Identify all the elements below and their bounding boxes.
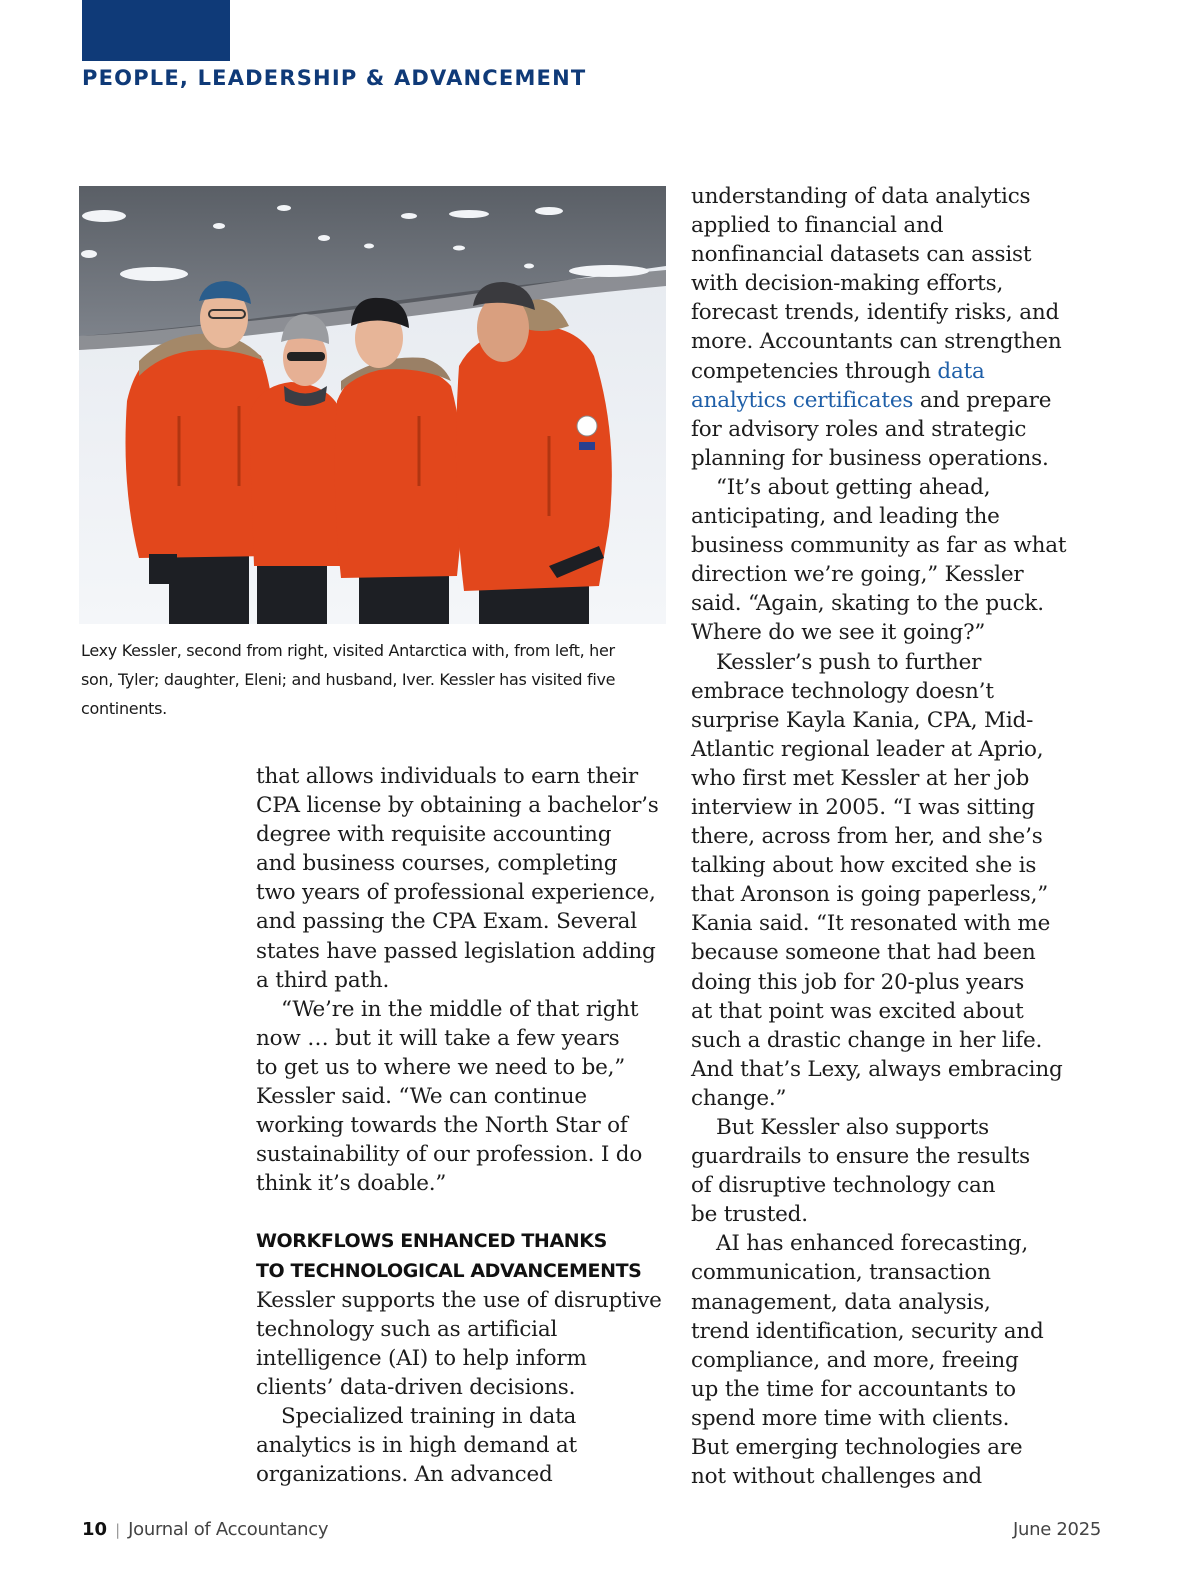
text-line: two years of professional experience,	[256, 880, 656, 906]
text-line: change.”	[691, 1085, 787, 1111]
text-line: clients’ data-driven decisions.	[256, 1374, 576, 1400]
header-color-block	[82, 0, 230, 61]
caption-line: continents.	[81, 699, 167, 718]
text-line: be trusted.	[691, 1202, 808, 1228]
text-line: AI has enhanced forecasting,	[716, 1231, 1028, 1257]
text-line: at that point was excited about	[691, 998, 1024, 1024]
text-line: spend more time with clients.	[691, 1405, 1010, 1431]
caption-line: Lexy Kessler, second from right, visited Antarctica with, from left, her	[81, 641, 615, 660]
text-line: interview in 2005. “I was sitting	[691, 794, 1035, 820]
text-line: analytics is in high demand at	[256, 1433, 577, 1459]
page-footer	[82, 1519, 1101, 1543]
text-line: degree with requisite accounting	[256, 822, 612, 848]
text-line: planning for business operations.	[691, 445, 1049, 471]
text-line: business community as far as what	[691, 533, 1067, 559]
text-line: intelligence (AI) to help inform	[256, 1345, 587, 1371]
text-line: surprise Kayla Kania, CPA, Mid-	[691, 707, 1034, 733]
text-line: who first met Kessler at her job	[691, 765, 1030, 791]
text-line: compliance, and more, freeing	[691, 1347, 1019, 1373]
text-line: states have passed legislation adding	[256, 938, 656, 964]
text-line: said. “Again, skating to the puck.	[691, 591, 1044, 617]
text-line: of disruptive technology can	[691, 1173, 996, 1199]
text-line: that allows individuals to earn their	[256, 764, 639, 789]
text-line: doing this job for 20-plus years	[691, 969, 1025, 995]
data-analytics-certificates-link[interactable]: data	[937, 358, 985, 384]
text-line: and passing the CPA Exam. Several	[256, 909, 637, 935]
text-line: nonfinancial datasets can assist	[691, 242, 1032, 268]
text-line: embrace technology doesn’t	[691, 678, 994, 704]
text-line: technology such as artificial	[256, 1316, 558, 1342]
text-line: trend identification, security and	[691, 1318, 1044, 1344]
text-line: for advisory roles and strategic	[691, 416, 1027, 442]
text-fragment: competencies through	[691, 358, 938, 384]
text-line: anticipating, and leading the	[691, 504, 1000, 530]
article-column-right	[691, 182, 1091, 1491]
text-line: up the time for accountants to	[691, 1376, 1016, 1402]
text-line: But emerging technologies are	[691, 1435, 1023, 1461]
text-line: now … but it will take a few years	[256, 1025, 620, 1051]
text-line: forecast trends, identify risks, and	[691, 300, 1060, 326]
text-fragment: and prepare	[913, 387, 1052, 413]
journal-name: Journal of Accountancy	[128, 1519, 329, 1540]
text-line: applied to financial and	[691, 213, 944, 239]
article-column-middle	[256, 762, 676, 1489]
section-label: PEOPLE, LEADERSHIP & ADVANCEMENT	[82, 66, 587, 90]
text-line: management, data analysis,	[691, 1289, 991, 1315]
text-line: and business courses, completing	[256, 851, 618, 877]
photo-illustration	[79, 186, 666, 624]
text-line: not without challenges and	[691, 1464, 982, 1490]
text-line: there, across from her, and she’s	[691, 824, 1043, 850]
page-number: 10	[82, 1519, 108, 1540]
text-line: a third path.	[256, 967, 390, 993]
footer-separator: |	[115, 1521, 121, 1539]
section-heading: WORKFLOWS ENHANCED THANKS	[256, 1230, 607, 1253]
section-heading: TO TECHNOLOGICAL ADVANCEMENTS	[256, 1259, 642, 1282]
text-line: think it’s doable.”	[256, 1171, 447, 1197]
paragraph-gap	[256, 1198, 676, 1227]
caption-line: son, Tyler; daughter, Eleni; and husband, Iver. Kessler has visited five	[81, 670, 616, 689]
text-line: “We’re in the middle of that right	[281, 996, 639, 1022]
text-line: guardrails to ensure the results	[691, 1144, 1030, 1170]
text-line: talking about how excited she is	[691, 853, 1037, 879]
text-line: Kessler said. “We can continue	[256, 1084, 587, 1110]
text-line: Kessler supports the use of disruptive	[256, 1287, 662, 1313]
text-line: Atlantic regional leader at Aprio,	[691, 736, 1044, 762]
text-line: Kessler’s push to further	[716, 649, 982, 675]
text-line: Specialized training in data	[281, 1403, 577, 1429]
data-analytics-certificates-link[interactable]: analytics certificates	[691, 387, 914, 413]
text-line: to get us to where we need to be,”	[256, 1054, 626, 1080]
text-line	[691, 357, 1091, 386]
text-line: Where do we see it going?”	[691, 620, 986, 646]
antarctica-family-photo	[79, 186, 666, 624]
text-line: direction we’re going,” Kessler	[691, 562, 1024, 588]
text-line: with decision-making efforts,	[691, 271, 1004, 297]
text-line	[691, 386, 1091, 415]
text-line: working towards the North Star of	[256, 1113, 628, 1139]
text-line: “It’s about getting ahead,	[716, 474, 991, 500]
text-line: sustainability of our profession. I do	[256, 1142, 643, 1168]
text-line: more. Accountants can strengthen	[691, 329, 1062, 355]
issue-date: June 2025	[1012, 1519, 1101, 1540]
text-line: communication, transaction	[691, 1260, 991, 1286]
text-line: Kania said. “It resonated with me	[691, 911, 1051, 937]
text-line: And that’s Lexy, always embracing	[691, 1056, 1063, 1082]
photo-caption	[81, 636, 641, 723]
text-line: that Aronson is going paperless,”	[691, 882, 1049, 908]
text-line: such a drastic change in her life.	[691, 1027, 1043, 1053]
text-line: organizations. An advanced	[256, 1462, 553, 1488]
text-line: understanding of data analytics	[691, 184, 1031, 209]
text-line: But Kessler also supports	[716, 1115, 989, 1140]
text-line: CPA license by obtaining a bachelor’s	[256, 793, 659, 819]
text-line: because someone that had been	[691, 940, 1036, 966]
